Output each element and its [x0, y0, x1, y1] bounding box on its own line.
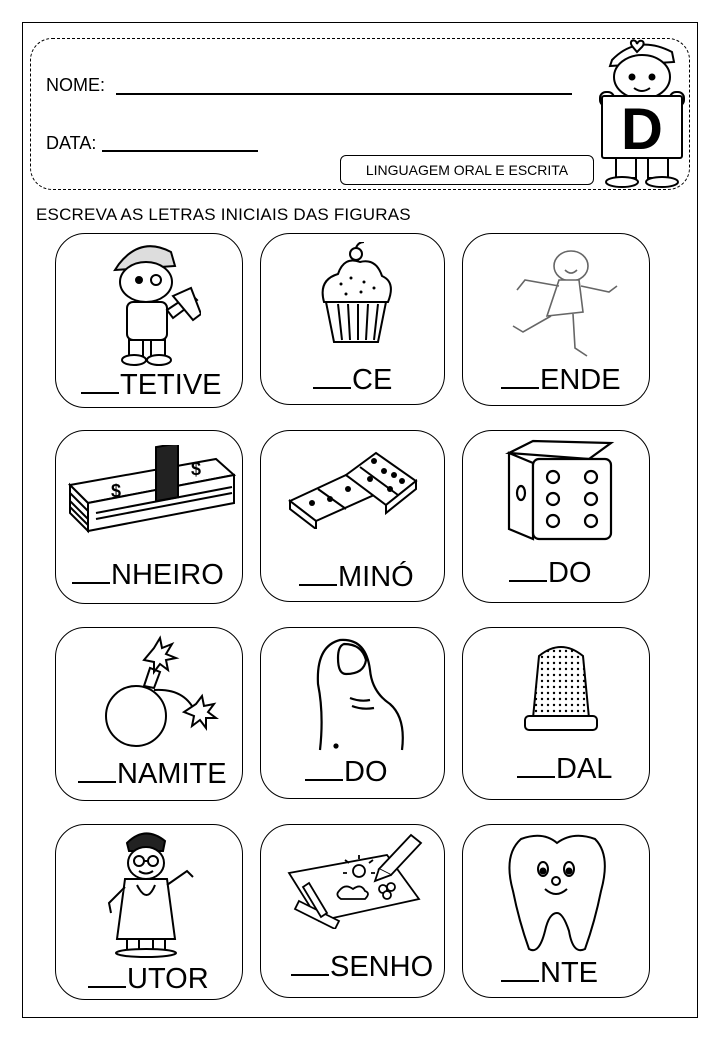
cupcake-icon: [316, 242, 396, 347]
answer-blank[interactable]: [313, 367, 351, 389]
money-stack-icon: [66, 445, 236, 535]
card-word: DAL: [517, 753, 612, 786]
date-field[interactable]: [102, 150, 258, 152]
svg-text:$: $: [191, 459, 202, 479]
dancing-boy-icon: [503, 240, 621, 362]
detective-icon: [101, 236, 201, 366]
answer-blank[interactable]: [517, 756, 555, 778]
domino-icon: [286, 447, 426, 529]
instruction-text: ESCREVA AS LETRAS INICIAIS DAS FIGURAS: [36, 205, 411, 224]
name-field[interactable]: [116, 93, 572, 95]
answer-blank[interactable]: [88, 966, 126, 988]
card-word: NAMITE: [78, 758, 227, 791]
card-word: SENHO: [291, 951, 433, 984]
answer-blank[interactable]: [501, 960, 539, 982]
card-detective: [55, 233, 243, 408]
mascot-letter: D: [621, 97, 663, 162]
drawing-icon: [279, 829, 429, 929]
doctor-icon: [101, 829, 201, 959]
card-dancing-boy: [462, 233, 650, 406]
card-dynamite: [55, 627, 243, 801]
answer-blank[interactable]: [78, 761, 116, 783]
card-dice: [462, 430, 650, 603]
card-doctor: [55, 824, 243, 1000]
answer-blank[interactable]: [501, 367, 539, 389]
answer-blank[interactable]: [509, 560, 547, 582]
answer-blank[interactable]: [305, 759, 343, 781]
card-word: NHEIRO: [72, 559, 224, 592]
card-word: MINÓ: [299, 561, 414, 594]
card-money: [55, 430, 243, 604]
card-word: TETIVE: [81, 369, 222, 402]
card-word: NTE: [501, 957, 598, 990]
subject-badge: LINGUAGEM ORAL E ESCRITA: [340, 155, 594, 185]
card-finger: [260, 627, 445, 799]
svg-text:$: $: [111, 481, 122, 501]
mascot-icon: [592, 32, 692, 192]
card-tooth: [462, 824, 650, 998]
card-word: CE: [313, 364, 392, 397]
date-label: DATA:: [46, 133, 97, 153]
tooth-icon: [503, 831, 611, 955]
name-label: NOME:: [46, 75, 106, 95]
dice-icon: [505, 437, 615, 543]
answer-blank[interactable]: [299, 564, 337, 586]
card-domino: [260, 430, 445, 602]
answer-blank[interactable]: [291, 954, 329, 976]
thimble-icon: [521, 636, 601, 736]
card-word: DO: [509, 557, 592, 590]
card-word: DO: [305, 756, 388, 789]
card-word: UTOR: [88, 963, 209, 996]
finger-icon: [306, 634, 416, 752]
card-thimble: [462, 627, 650, 800]
card-cupcake: [260, 233, 445, 405]
dynamite-bomb-icon: [96, 628, 226, 748]
answer-blank[interactable]: [72, 562, 110, 584]
card-word: ENDE: [501, 364, 621, 397]
answer-blank[interactable]: [81, 372, 119, 394]
card-drawing: [260, 824, 445, 998]
